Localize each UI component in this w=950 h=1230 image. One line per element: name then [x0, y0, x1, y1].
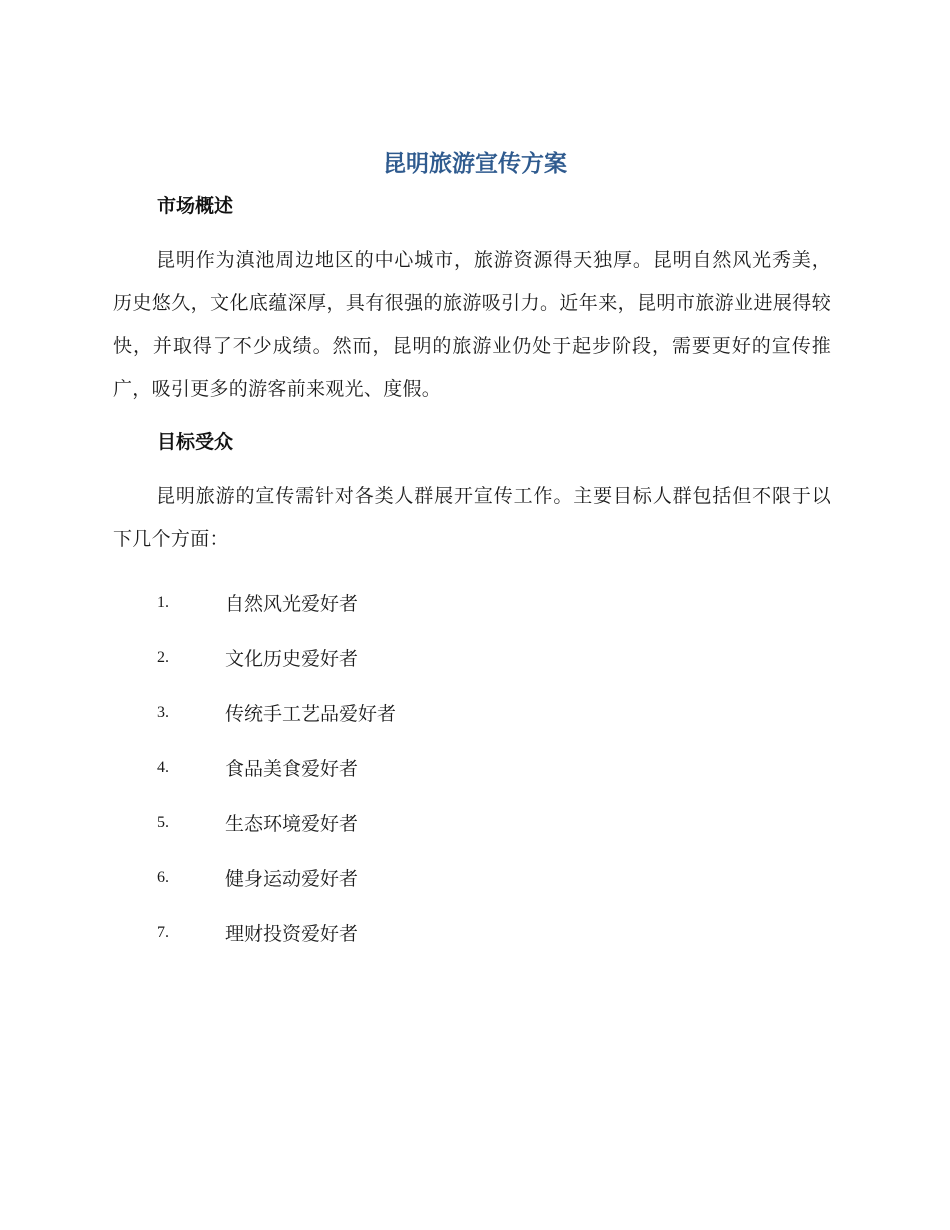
- list-item: [157, 630, 396, 685]
- section-heading-market-overview: 市场概述: [157, 195, 234, 217]
- list-item: [157, 575, 396, 630]
- list-item-text: 理财投资爱好者: [225, 923, 359, 945]
- target-audience-list: [157, 575, 396, 960]
- list-item-number: 4.: [157, 758, 169, 776]
- list-item: [157, 905, 396, 960]
- list-item-number: 1.: [157, 593, 169, 611]
- document-title: 昆明旅游宣传方案: [383, 151, 567, 177]
- list-item-text: 文化历史爱好者: [225, 648, 359, 670]
- list-item-text: 健身运动爱好者: [225, 868, 359, 890]
- list-item-text: 自然风光爱好者: [225, 593, 359, 615]
- list-item-number: 2.: [157, 648, 169, 666]
- market-overview-paragraph: 昆明作为滇池周边地区的中心城市，旅游资源得天独厚。昆明自然风光秀美，历史悠久，文化底蕴深厚，具有很强的旅游吸引力。近年来，昆明市旅游业进展得较快，并取得了不少成绩。然而，昆明的旅游业仍处于起步阶段，需要更好的宣传推广，吸引更多的游客前来观光、度假。: [113, 249, 831, 400]
- target-audience-paragraph: 昆明旅游的宣传需针对各类人群展开宣传工作。主要目标人群包括但不限于以下几个方面：: [113, 485, 831, 550]
- list-item-text: 食品美食爱好者: [225, 758, 359, 780]
- list-item-text: 生态环境爱好者: [225, 813, 359, 835]
- section-heading-target-audience: 目标受众: [157, 431, 234, 453]
- list-item: [157, 850, 396, 905]
- list-item-number: 7.: [157, 923, 169, 941]
- list-item: [157, 685, 396, 740]
- list-item-text: 传统手工艺品爱好者: [225, 703, 397, 725]
- list-item: [157, 795, 396, 850]
- list-item: [157, 740, 396, 795]
- list-item-number: 3.: [157, 703, 169, 721]
- list-item-number: 6.: [157, 868, 169, 886]
- list-item-number: 5.: [157, 813, 169, 831]
